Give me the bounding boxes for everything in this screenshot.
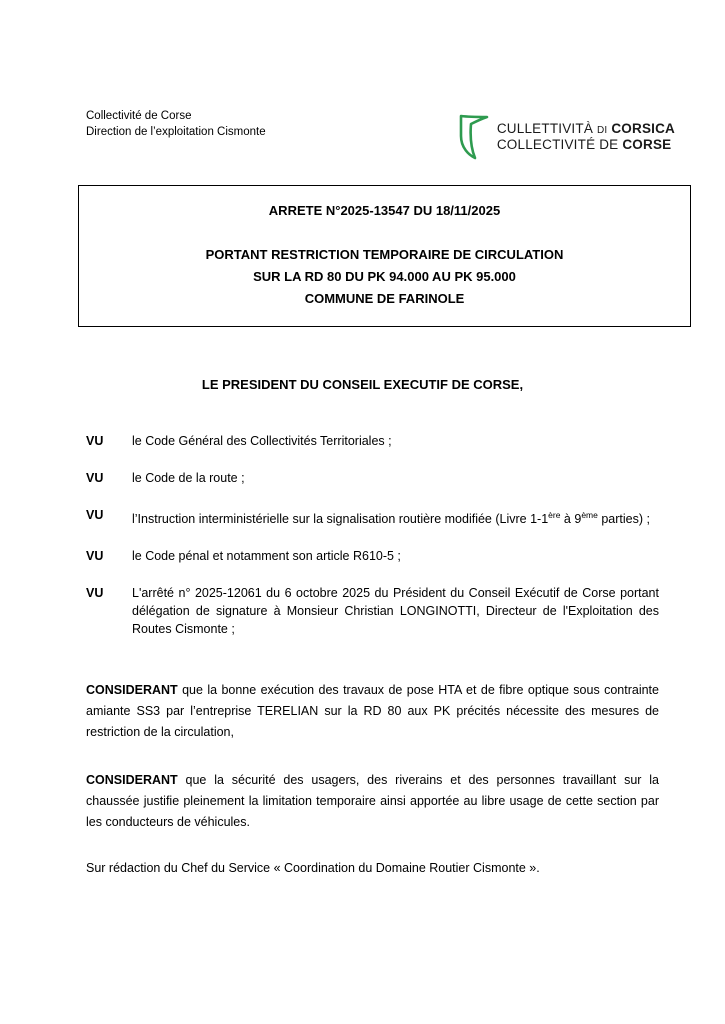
considerant-lead: CONSIDERANT: [86, 773, 178, 787]
issuing-organisation: [86, 108, 266, 140]
logo-line2-light: COLLECTIVITÉ DE: [496, 137, 623, 152]
considerant-clause: [86, 680, 659, 743]
vu-label: VU: [86, 471, 104, 485]
vu-text: le Code pénal et notamment son article R610-5 ;: [132, 549, 401, 564]
vu-label: VU: [86, 434, 104, 448]
vu-text: le Code de la route ;: [132, 471, 245, 485]
vu-label: VU: [86, 549, 104, 564]
vu-clause: [86, 432, 659, 450]
arrete-title-box: [78, 185, 691, 327]
organisation-name: Collectivité de Corse: [86, 110, 192, 122]
logo-line1-light: CULLETTIVITÀ: [496, 121, 597, 136]
vu-text: L'arrêté n° 2025-12061 du 6 octobre 2025 du Président du Conseil Exécutif de Corse portant délégation de signature à Monsieur Christian LONGINOTTI, Directeur de l'Exploitation des Routes Cismonte ;: [132, 586, 659, 637]
considerant-text: que la bonne exécution des travaux de pose HTA et de fibre optique sous contrainte amiante SS3 par l’entreprise TERELIAN sur la RD 80 aux PK précités nécessite des mesures de restriction de la circulation,: [86, 683, 659, 739]
vu-label: VU: [86, 508, 104, 522]
document-header: [86, 108, 677, 160]
collectivite-de-corse-logo: [457, 114, 675, 160]
considerant-clause: [86, 770, 659, 833]
considerant-text: que la sécurité des usagers, des riverains et des personnes travaillant sur la chaussée justifie pleinement la limitation temporaire ainsi apportée au libre usage de cette section par les conducteurs de véhicules.: [86, 773, 659, 829]
logo-wordmark: [497, 122, 675, 152]
arrete-subject-line2: SUR LA RD 80 DU PK 94.000 AU PK 95.000: [253, 269, 516, 284]
redaction-line: Sur rédaction du Chef du Service « Coordination du Domaine Routier Cismonte ».: [86, 861, 540, 875]
vu-clause: [86, 584, 659, 638]
president-heading: LE PRESIDENT DU CONSEIL EXECUTIF DE CORSE,: [201, 377, 524, 392]
vu-label: VU: [86, 586, 104, 601]
logo-line1-tiny: DI: [596, 125, 608, 136]
vu-text: l’Instruction interministérielle sur la signalisation routière modifiée (Livre 1-1ère à 9ème parties) ;: [132, 510, 650, 527]
logo-checkmark-icon: [457, 114, 491, 160]
logo-line1-bold: CORSICA: [607, 121, 675, 136]
considerant-lead: CONSIDERANT: [86, 683, 178, 697]
vu-text: le Code Général des Collectivités Territoriales ;: [132, 434, 392, 448]
vu-clause: [86, 469, 659, 487]
logo-line2-bold: CORSE: [622, 137, 672, 152]
department-name: Direction de l’exploitation Cismonte: [86, 126, 266, 138]
arrete-number-line: ARRETE N°2025-13547 DU 18/11/2025: [268, 203, 501, 218]
vu-clause-list: [86, 432, 659, 657]
arrete-subject-line1: PORTANT RESTRICTION TEMPORAIRE DE CIRCULATION: [205, 247, 564, 262]
title-spacer: [89, 222, 680, 244]
vu-clause: [86, 547, 659, 565]
arrete-commune-line: COMMUNE DE FARINOLE: [304, 291, 465, 306]
vu-clause: [86, 506, 659, 528]
